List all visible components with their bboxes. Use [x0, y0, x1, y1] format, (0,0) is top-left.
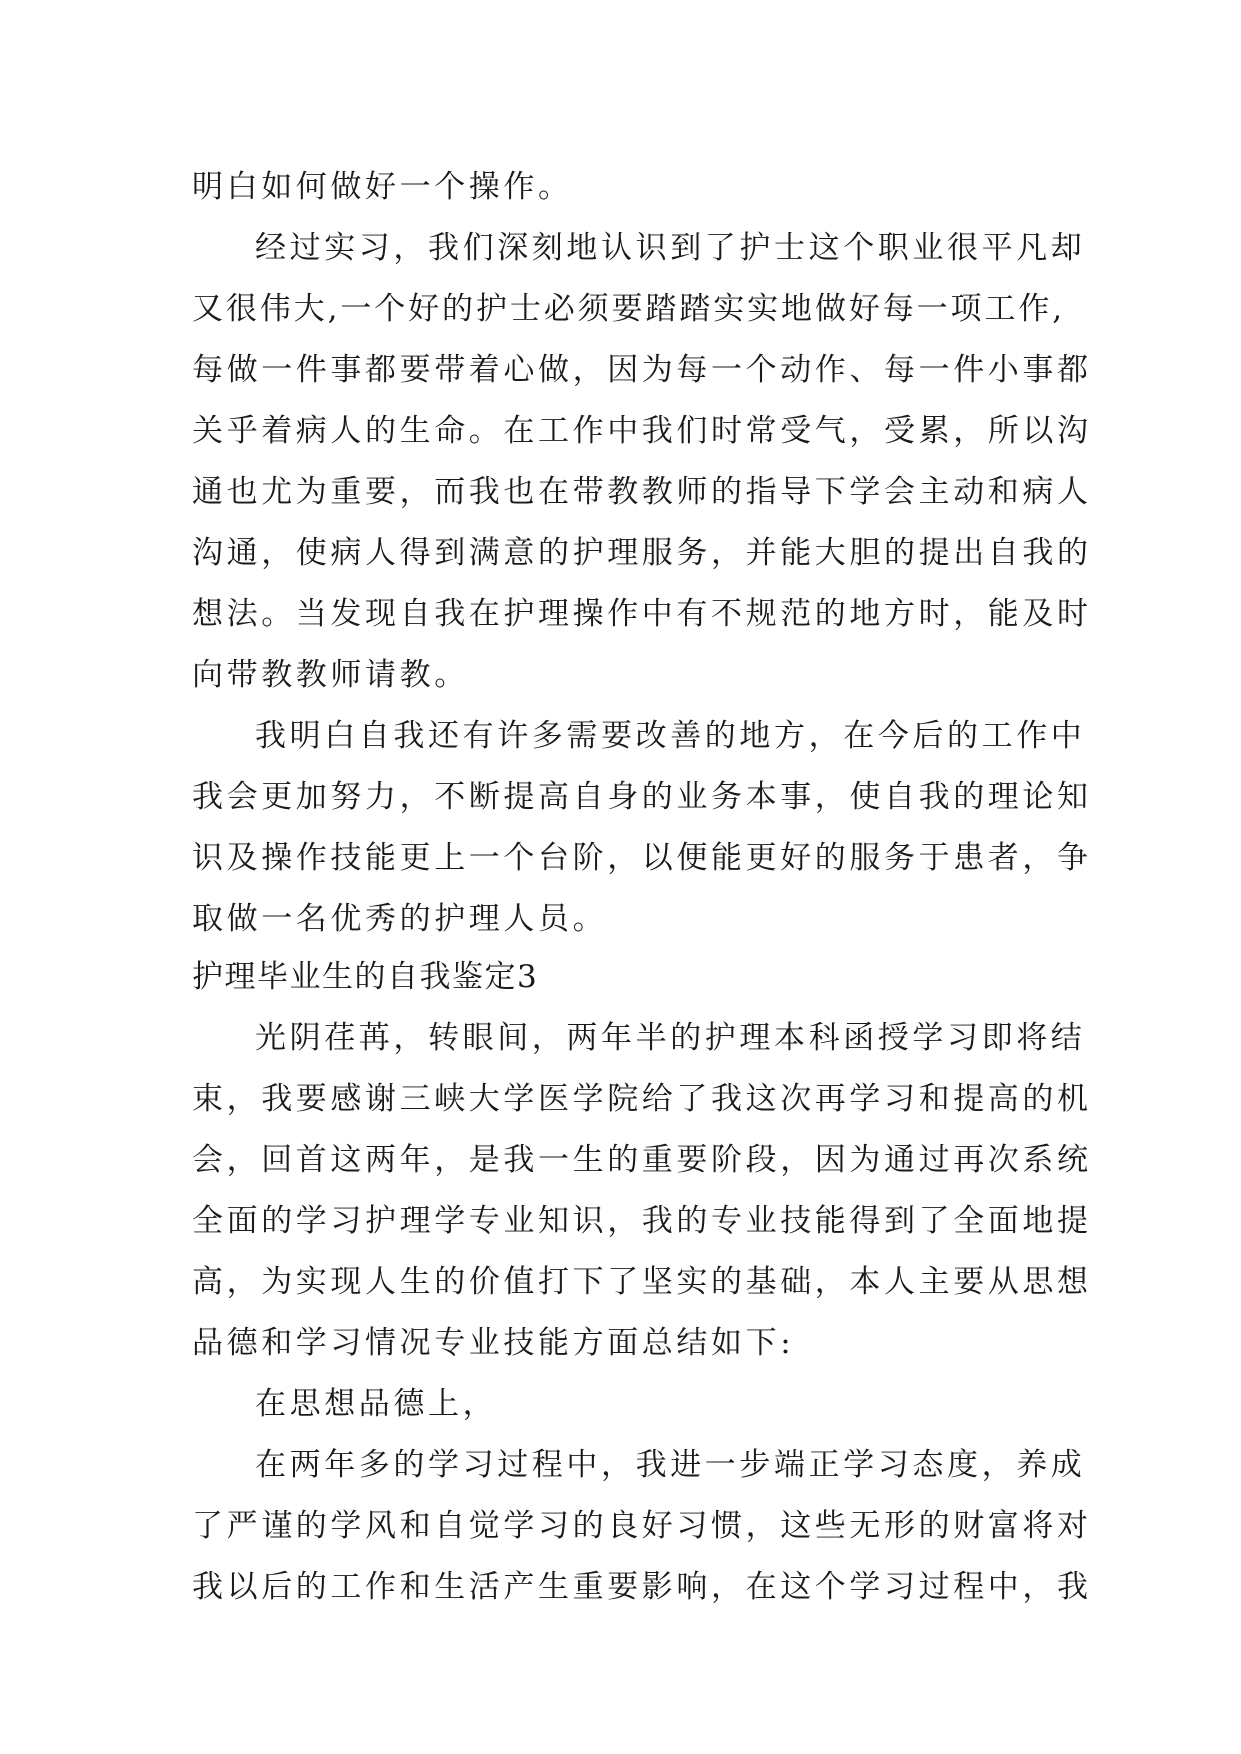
text-line: 每做一件事都要带着心做，因为每一个动作、每一件小事都 — [192, 352, 1092, 388]
text-line: 会，回首这两年，是我一生的重要阶段，因为通过再次系统 — [192, 1142, 1092, 1178]
text-line: 我以后的工作和生活产生重要影响，在这个学习过程中，我 — [192, 1569, 1092, 1605]
text-line: 又很伟大,一个好的护士必须要踏踏实实地做好每一项工作, — [192, 291, 1066, 327]
text-line: 高，为实现人生的价值打下了坚实的基础，本人主要从思想 — [192, 1264, 1092, 1300]
text-line: 品德和学习情况专业技能方面总结如下: — [192, 1325, 795, 1361]
text-line: 明白如何做好一个操作。 — [192, 169, 573, 205]
text-line: 通也尤为重要，而我也在带教教师的指导下学会主动和病人 — [192, 474, 1092, 510]
section-heading: 护理毕业生的自我鉴定3 — [192, 959, 539, 995]
text-line: 束，我要感谢三峡大学医学院给了我这次再学习和提高的机 — [192, 1081, 1092, 1117]
text-line: 了严谨的学风和自觉学习的良好习惯，这些无形的财富将对 — [192, 1508, 1092, 1544]
text-line: 关乎着病人的生命。在工作中我们时常受气，受累，所以沟 — [192, 413, 1092, 449]
text-line: 取做一名优秀的护理人员。 — [192, 901, 608, 937]
paragraph-first-line: 我明白自我还有许多需要改善的地方，在今后的工作中 — [255, 718, 1086, 754]
paragraph-first-line: 经过实习，我们深刻地认识到了护士这个职业很平凡却 — [255, 230, 1086, 266]
text-line: 识及操作技能更上一个台阶，以便能更好的服务于患者，争 — [192, 840, 1092, 876]
paragraph-first-line: 光阴荏苒，转眼间，两年半的护理本科函授学习即将结 — [255, 1020, 1086, 1056]
text-line: 向带教教师请教。 — [192, 657, 469, 693]
text-line: 想法。当发现自我在护理操作中有不规范的地方时，能及时 — [192, 596, 1092, 632]
paragraph-first-line: 在思想品德上， — [255, 1386, 498, 1422]
text-line: 全面的学习护理学专业知识，我的专业技能得到了全面地提 — [192, 1203, 1092, 1239]
text-line: 我会更加努力，不断提高自身的业务本事，使自我的理论知 — [192, 779, 1092, 815]
text-line: 沟通，使病人得到满意的护理服务，并能大胆的提出自我的 — [192, 535, 1092, 571]
paragraph-first-line: 在两年多的学习过程中，我进一步端正学习态度，养成 — [255, 1447, 1086, 1483]
